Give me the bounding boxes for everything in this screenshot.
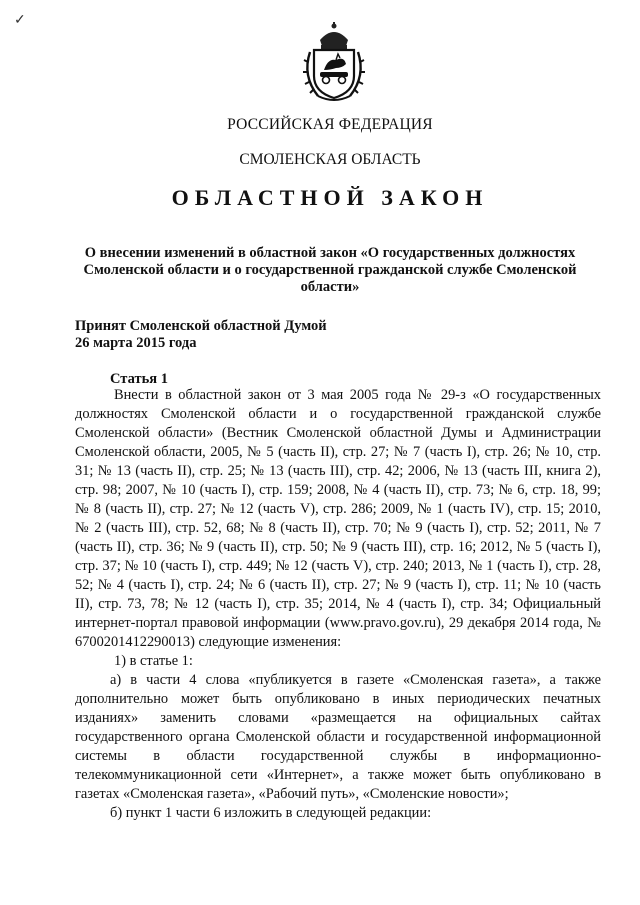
article-heading: Статья 1	[110, 371, 168, 387]
adoption-info	[75, 318, 475, 352]
document-type-title: ОБЛАСТНОЙ ЗАКОН	[171, 185, 489, 210]
list-item: а) в части 4 слова «публикуется в газете «Смоленская газета», а также дополнительно может быть опубликовано в иных периодических печатных изданиях» заменить словами «размещается на официальных сайтах государственного органа Смоленской области и государственной информационной системы в области государственной службы в информационно-телекоммуникационной сети «Интернет», а также может быть опубликовано в газетах «Смоленская газета», «Рабочий путь», «Смоленские новости»;	[75, 672, 601, 802]
check-mark-icon: ✓	[14, 13, 26, 28]
list-item: б) пункт 1 части 6 изложить в следующей редакции:	[110, 805, 432, 821]
law-subtitle: О внесении изменений в областной закон «О государственных должностях Смоленской области и о государственной гражданской службе Смоленской области»	[83, 245, 577, 295]
article-paragraph: Внести в областной закон от 3 мая 2005 года № 29-з «О государственных должностях Смоленской области и о государственной гражданской службе Смоленской области» (Вестник Смоленской областной Думы и Администрации Смоленской области, 2005, № 5 (часть II), стр. 27; № 7 (часть I), стр. 26; № 10, стр. 31; № 13 (часть II), стр. 25; № 13 (часть III), стр. 42; 2006, № 13 (часть III, книга 2), стр. 98; 2007, № 10 (часть I), стр. 159; 2008, № 4 (часть II), стр. 73; № 6, стр. 18, 99; № 8 (часть II), стр. 27; № 12 (часть V), стр. 286; 2009, № 1 (часть IV), стр. 15; 2010, № 2 (часть III), стр. 52, 68; № 8 (часть II), стр. 70; № 9 (часть I), стр. 52; 2011, № 7 (часть II), стр. 36; № 9 (часть II), стр. 50; № 9 (часть III), стр. 16; 2012, № 5 (часть I), стр. 37; № 10 (часть I), стр. 449; № 12 (часть V), стр. 240; 2013, № 1 (часть I), стр. 28, 52; № 4 (часть I), стр. 24; № 6 (часть II), стр. 27; № 9 (часть I), стр. 11; № 10 (часть II), стр. 73, 78; № 12 (часть I), стр. 35; 2014, № 4 (часть I), стр. 34; Официальный интернет-портал правовой информации (www.pravo.gov.ru), 29 декабря 2014 года, № 6700201412290013) следующие изменения:	[75, 387, 601, 650]
federation-heading: РОССИЙСКАЯ ФЕДЕРАЦИЯ	[227, 116, 433, 133]
list-item: 1) в статье 1:	[114, 653, 193, 669]
region-heading: СМОЛЕНСКАЯ ОБЛАСТЬ	[239, 151, 421, 168]
smolensk-coat-of-arms-icon	[300, 20, 368, 102]
adoption-date: 26 марта 2015 года	[75, 335, 197, 351]
adoption-body: Принят Смоленской областной Думой	[75, 318, 327, 334]
